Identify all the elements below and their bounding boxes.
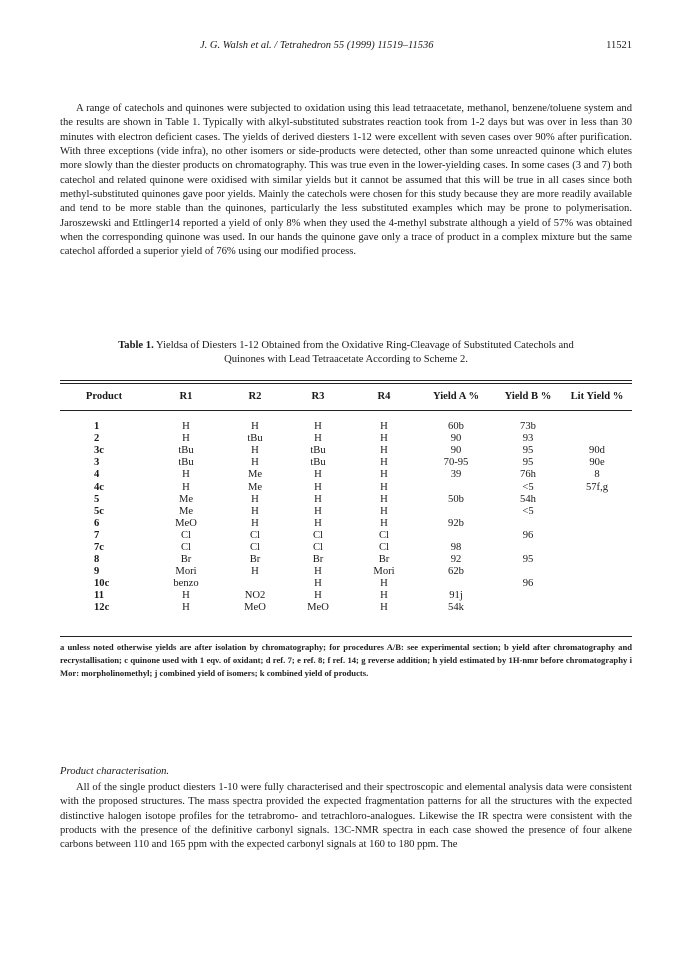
table-row: [60, 554, 632, 566]
table-caption: [60, 339, 632, 367]
product-cell: 4: [94, 469, 100, 481]
table-cell: H: [380, 505, 388, 517]
table-bottom-rule: [60, 636, 632, 637]
table-cell: [562, 433, 632, 445]
body-paragraph-2: All of the single product diesters 1-10 were fully characterised and their spectroscopic and elemental analysis data were consistent with the proposed structures. The mass spectra provided the expected fragmentation patterns for all the structures with the expected distinctive halogen isotope profiles for the tetrabromo- and tetrachloro-analogues. Likewise the IR spectra were consistent with the products with the presence of the definitive carbonyl signals. 13C-NMR spectra in each case showed the presence of four alkene carbons between 110 and 165 ppm with the expected carbonyl signals at 160 to 180 ppm. The: [60, 782, 632, 851]
table-cell: MeO: [175, 517, 197, 529]
table-cell: MeO: [244, 602, 266, 614]
product-cell: 4c: [94, 481, 104, 493]
table-cell: H: [182, 590, 190, 602]
table-row: [60, 602, 632, 614]
table-cell: [224, 578, 286, 590]
table-cell: H: [251, 457, 259, 469]
product-cell: 3: [94, 457, 100, 469]
product-cell: 11: [94, 590, 105, 602]
table-cell: 8: [594, 469, 600, 481]
table-cell: 39: [450, 469, 462, 481]
table-cell: 70-95: [443, 457, 469, 469]
table-cell: Me: [247, 469, 263, 481]
table-top-rule: [60, 380, 632, 381]
table-cell: 90: [450, 445, 462, 457]
table-cell: H: [314, 578, 322, 590]
table-row: [60, 494, 632, 506]
table-cell: H: [182, 421, 190, 433]
table-header-row: [60, 384, 632, 408]
table-cell: H: [380, 602, 388, 614]
table-cell: [562, 602, 632, 614]
table-cell: [562, 590, 632, 602]
table-row: [60, 506, 632, 518]
table-cell: 90e: [589, 457, 605, 469]
running-header: [60, 40, 632, 56]
table-cell: [494, 542, 562, 554]
table-cell: [494, 518, 562, 530]
table-cell: Cl: [312, 541, 323, 553]
table-cell: Mori: [373, 566, 395, 578]
table-cell: 76h: [520, 469, 536, 481]
table-caption-label: Table 1.: [118, 340, 154, 351]
table-cell: [418, 481, 494, 493]
col-header: R3: [311, 390, 325, 402]
table-row: [60, 530, 632, 542]
table-cell: H: [380, 457, 388, 469]
col-header: Lit Yield %: [570, 390, 624, 402]
table-cell: H: [314, 481, 322, 493]
col-header: Yield A %: [432, 390, 480, 402]
table-cell: <5: [522, 505, 534, 517]
table-cell: tBu: [310, 457, 326, 469]
table-cell: 95: [522, 554, 534, 566]
product-cell: 7: [94, 529, 100, 541]
table-cell: H: [314, 493, 322, 505]
table-cell: H: [251, 505, 259, 517]
table-cell: 54h: [520, 493, 536, 505]
table-row: [60, 433, 632, 445]
table-cell: Cl: [180, 541, 191, 553]
product-cell: 8: [94, 554, 100, 566]
table-cell: [494, 602, 562, 614]
table-cell: <5: [522, 481, 534, 493]
table-cell: [418, 530, 494, 542]
yields-table: [60, 384, 632, 615]
table-cell: 57f,g: [585, 481, 609, 493]
table-cell: H: [380, 421, 388, 433]
table-row: [60, 542, 632, 554]
product-cell: 5c: [94, 505, 104, 517]
product-cell: 5: [94, 493, 100, 505]
table-cell: NO2: [244, 590, 266, 602]
table-cell: [562, 494, 632, 506]
table-cell: Mori: [175, 566, 197, 578]
col-header: Product: [85, 390, 123, 402]
product-cell: 2: [94, 433, 100, 445]
table-cell: [562, 566, 632, 578]
product-cell: 6: [94, 517, 100, 529]
table-cell: 96: [522, 529, 534, 541]
table-cell: 95: [522, 445, 534, 457]
table-caption-line-2: Quinones with Lead Tetraacetate According to Scheme 2.: [224, 354, 468, 365]
table-row: [60, 566, 632, 578]
table-cell: 95: [522, 457, 534, 469]
table-cell: [562, 542, 632, 554]
table-cell: H: [251, 445, 259, 457]
table-cell: [494, 590, 562, 602]
table-cell: H: [380, 517, 388, 529]
table-cell: Br: [180, 554, 192, 566]
table-cell: Cl: [180, 529, 191, 541]
table-cell: Br: [249, 554, 261, 566]
table-cell: tBu: [178, 445, 194, 457]
col-header: R2: [248, 390, 262, 402]
table-row: [60, 578, 632, 590]
table-cell: H: [182, 602, 190, 614]
table-cell: tBu: [247, 433, 263, 445]
table-cell: 96: [522, 578, 534, 590]
table-caption-line-1: Yieldsa of Diesters 1-12 Obtained from the Oxidative Ring-Cleavage of Substituted Catechols and: [156, 340, 574, 351]
table-cell: H: [314, 566, 322, 578]
table-cell: H: [182, 469, 190, 481]
table-cell: H: [251, 493, 259, 505]
table-cell: [562, 578, 632, 590]
table-cell: 60b: [448, 421, 464, 433]
product-cell: 9: [94, 566, 100, 578]
table-cell: 91j: [449, 590, 463, 602]
table-cell: Br: [312, 554, 324, 566]
section-subheading: Product characterisation.: [60, 766, 170, 777]
table-cell: H: [314, 433, 322, 445]
table-cell: [494, 566, 562, 578]
table-cell: 92: [450, 554, 462, 566]
table-cell: [562, 554, 632, 566]
col-header: Yield B %: [504, 390, 552, 402]
product-cell: 10c: [94, 578, 110, 590]
table-cell: [562, 408, 632, 433]
table-cell: Me: [178, 493, 194, 505]
table-cell: Br: [378, 554, 390, 566]
table-cell: benzo: [173, 578, 199, 590]
table-cell: H: [314, 590, 322, 602]
body-paragraph-1: A range of catechols and quinones were subjected to oxidation using this lead tetraacetate, methanol, benzene/toluene system and the results are shown in Table 1. Typically with alkyl-substituted substrates reaction took from 1-2 days but was over in less than 30 minutes with electron deficient cases. The yields of derived diesters 1-12 were excellent with seven cases over 90% after purification. With three exceptions (vide infra), no other isomers or side-products were detected, other than some unreacted quinone which elutes more slowly than the diester products on chromatography. This was true even in the lower-yielding cases. In some cases (3 and 7) both catechol and related quinone were oxidised with similar yields but it cannot be assumed that this will be true in all cases since both methyl-substituted quinones gave poor yields. Mainly the catechols were chosen for this study because they are more readily available and tend to be more stable than the quinones, particularly the less substituted examples which may be prone to polymerisation. Jaroszewski and Ettlinger14 reported a yield of only 8% when they used the 4-methyl substrate although a yield of 57% was obtained when the corresponding quinone was used. In our hands the quinone gave only a trace of product in a complex mixture but the same catechol afforded a superior yield of 76% using our modified process.: [60, 103, 632, 258]
table-cell: tBu: [310, 445, 326, 457]
table-cell: 92b: [448, 517, 464, 529]
product-cell: 3c: [94, 445, 104, 457]
table-cell: H: [380, 481, 388, 493]
table-cell: 54k: [448, 602, 464, 614]
table-cell: 90d: [589, 445, 605, 457]
table-cell: 62b: [448, 566, 464, 578]
table-row: [60, 457, 632, 469]
table-cell: Cl: [249, 541, 260, 553]
table-cell: MeO: [307, 602, 329, 614]
table-cell: [562, 518, 632, 530]
col-header: R4: [377, 390, 391, 402]
product-cell: 7c: [94, 541, 104, 553]
table-cell: H: [380, 469, 388, 481]
table-cell: H: [380, 590, 388, 602]
table-cell: H: [380, 433, 388, 445]
table-row: [60, 590, 632, 602]
table-cell: H: [314, 421, 322, 433]
table-body: [60, 408, 632, 615]
table-cell: [562, 530, 632, 542]
table-cell: 93: [522, 433, 534, 445]
table-cell: H: [182, 433, 190, 445]
table-cell: Cl: [378, 541, 389, 553]
table-cell: Cl: [312, 529, 323, 541]
table-cell: H: [314, 505, 322, 517]
table-cell: H: [251, 566, 259, 578]
table-cell: 50b: [448, 493, 464, 505]
table-cell: 98: [450, 541, 462, 553]
table-cell: H: [380, 493, 388, 505]
table-cell: H: [314, 517, 322, 529]
table-cell: H: [314, 469, 322, 481]
table-cell: 73b: [520, 421, 536, 433]
table-cell: Cl: [378, 529, 389, 541]
table-row: [60, 445, 632, 457]
table-cell: [418, 506, 494, 518]
table-cell: H: [380, 445, 388, 457]
product-cell: 1: [94, 421, 100, 433]
running-title: J. G. Walsh et al. / Tetrahedron 55 (1999) 11519–11536: [200, 40, 434, 51]
table-row: [60, 408, 632, 433]
table-cell: tBu: [178, 457, 194, 469]
product-cell: 12c: [94, 602, 110, 614]
table-cell: [418, 578, 494, 590]
table-cell: Me: [178, 505, 194, 517]
table-row: [60, 469, 632, 481]
table-cell: H: [182, 481, 190, 493]
table-cell: H: [251, 421, 259, 433]
table-cell: Cl: [249, 529, 260, 541]
table-row: [60, 518, 632, 530]
table-cell: 90: [450, 433, 462, 445]
table-cell: H: [380, 578, 388, 590]
table-cell: H: [251, 517, 259, 529]
page-number: 11521: [606, 40, 632, 51]
table-footnotes: a unless noted otherwise yields are after isolation by chromatography; for procedures A/B: see experimental section; b yield after chromatography and recrystallisation; c quinone used with 1 eqv. of oxidant; d ref. 7; e ref. 8; f ref. 14; g reverse addition; h yield estimated by 1H-nmr before chromatography i Mor: morpholinomethyl; j combined yield of isomers; k combined yield of products.: [60, 642, 632, 679]
table-cell: Me: [247, 481, 263, 493]
table-row: [60, 481, 632, 493]
table-cell: [562, 506, 632, 518]
col-header: R1: [179, 390, 193, 402]
